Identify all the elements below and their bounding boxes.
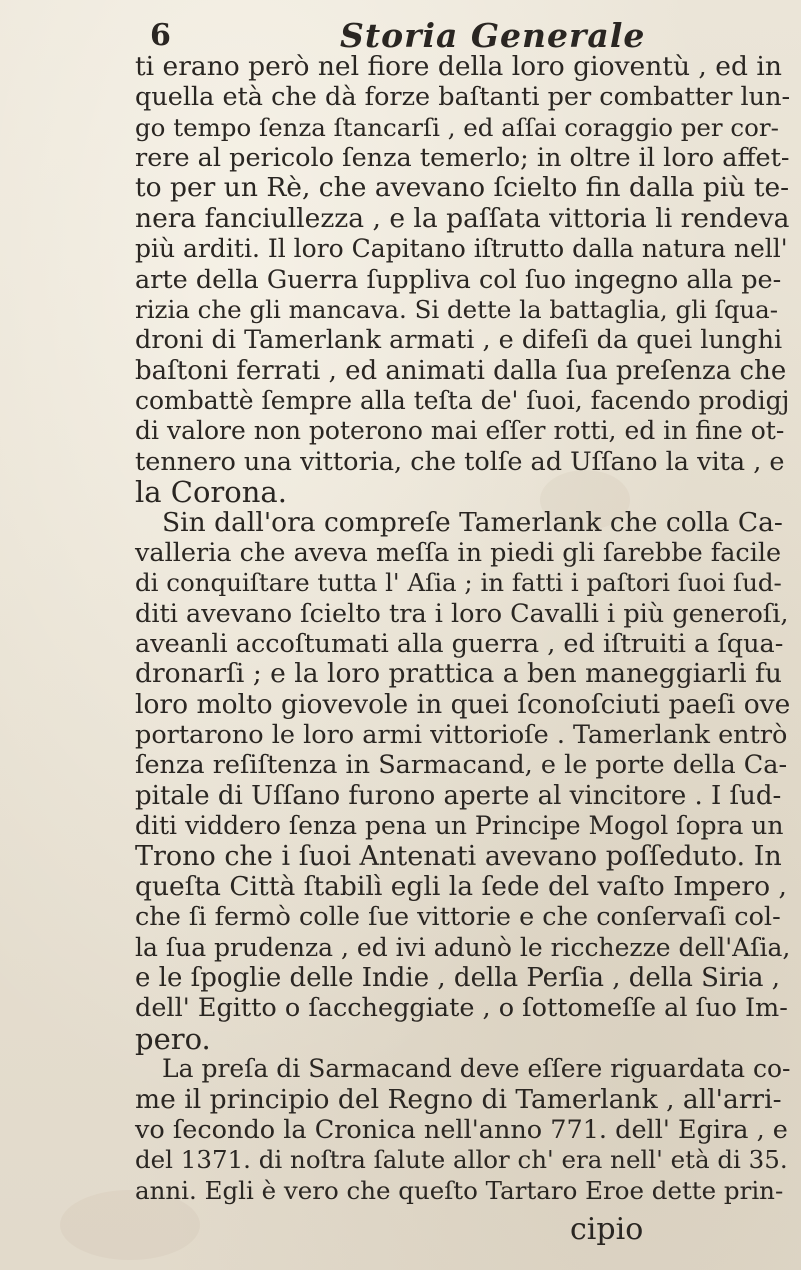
text-line: di conquiſtare tutta l' Aſia ; in fatti i paſtori ſuoi ſud- [135, 568, 782, 597]
text-line: droni di Tamerlank armati , e difeſi da quei lunghi [135, 325, 783, 355]
text-line: arte della Guerra ſuppliva col ſuo ingegno alla pe- [135, 265, 782, 295]
page-number: 6 [150, 18, 171, 53]
catchword: cipio [570, 1212, 644, 1247]
text-line: dell' Egitto o ſaccheggiate , o ſottomeſſe al ſuo Im- [135, 993, 788, 1023]
text-line: di valore non poterono mai eſſer rotti, ed in fine ot- [135, 416, 785, 445]
text-line: più arditi. Il loro Capitano iſtrutto dalla natura nell' [135, 234, 788, 263]
text-line: go tempo ſenza ſtancarſi , ed aſſai coraggio per cor- [135, 113, 779, 142]
text-line: to per un Rè, che avevano ſcielto fin dalla più te- [135, 172, 790, 203]
text-line: baſtoni ferrati , ed animati dalla ſua preſenza che [135, 356, 787, 386]
text-line: Sin dall'ora compreſe Tamerlank che colla Ca- [162, 507, 783, 538]
text-line: combattè ſempre alla teſta de' ſuoi, facendo prodigj [135, 386, 790, 415]
text-line: nera fanciullezza , e la paſſata vittoria li rendeva [135, 203, 790, 234]
text-line: rere al pericolo ſenza temerlo; in oltre il loro affet- [135, 143, 790, 173]
text-line: quella età che dà forze baſtanti per combatter lun- [135, 82, 791, 112]
text-line: pero. [135, 1022, 211, 1056]
text-line: portarono le loro armi vittorioſe . Tamerlank entrò [135, 720, 788, 750]
text-line: rizia che gli mancava. Si dette la battaglia, gli ſqua- [135, 295, 779, 324]
text-line: diti avevano ſcielto tra i loro Cavalli i più generoſi, [135, 599, 789, 629]
text-line: vo ſecondo la Cronica nell'anno 771. dell' Egira , e [135, 1115, 788, 1145]
text-line: me il principio del Regno di Tamerlank , all'arri- [135, 1084, 782, 1115]
text-line: che ſi fermò colle ſue vittorie e che conſervaſi col- [135, 902, 781, 932]
text-line: queſta Città ſtabilì egli la ſede del vaſto Impero , [135, 871, 787, 902]
text-line: Trono che i ſuoi Antenati avevano poſſeduto. In [135, 841, 782, 872]
text-line: del 1371. di noſtra ſalute allor ch' era nell' età di 35. [135, 1145, 788, 1174]
text-line: tennero una vittoria, che tolſe ad Uſſano la vita , e [135, 447, 785, 477]
text-line: La preſa di Sarmacand deve eſſere riguardata co- [162, 1054, 791, 1083]
text-line: aveanli accoſtumati alla guerra , ed iſtruiti a ſqua- [135, 629, 784, 659]
text-line: ſenza reſiſtenza in Sarmacand, e le porte della Ca- [135, 750, 788, 780]
text-line: la Corona. [135, 475, 287, 509]
text-line: ti erano però nel fiore della loro gioventù , ed in [135, 51, 782, 82]
text-line: anni. Egli è vero che queſto Tartaro Eroe dette prin- [135, 1176, 784, 1205]
text-line: e le ſpoglie delle Indie , della Perſia , della Siria , [135, 963, 781, 993]
running-title: Storia Generale [340, 16, 646, 55]
text-line: pitale di Uſſano furono aperte al vincitore . I ſud- [135, 781, 782, 811]
text-line: loro molto giovevole in quei ſconoſciuti paeſi ove [135, 689, 791, 720]
text-line: valleria che aveva meſſa in piedi gli ſarebbe facile [135, 538, 782, 568]
text-line: dronarſi ; e la loro prattica a ben maneggiarli fu [135, 658, 782, 689]
text-line: la ſua prudenza , ed ivi adunò le ricchezze dell'Aſia, [135, 933, 791, 962]
text-line: diti viddero ſenza pena un Principe Mogol ſopra un [135, 811, 784, 840]
